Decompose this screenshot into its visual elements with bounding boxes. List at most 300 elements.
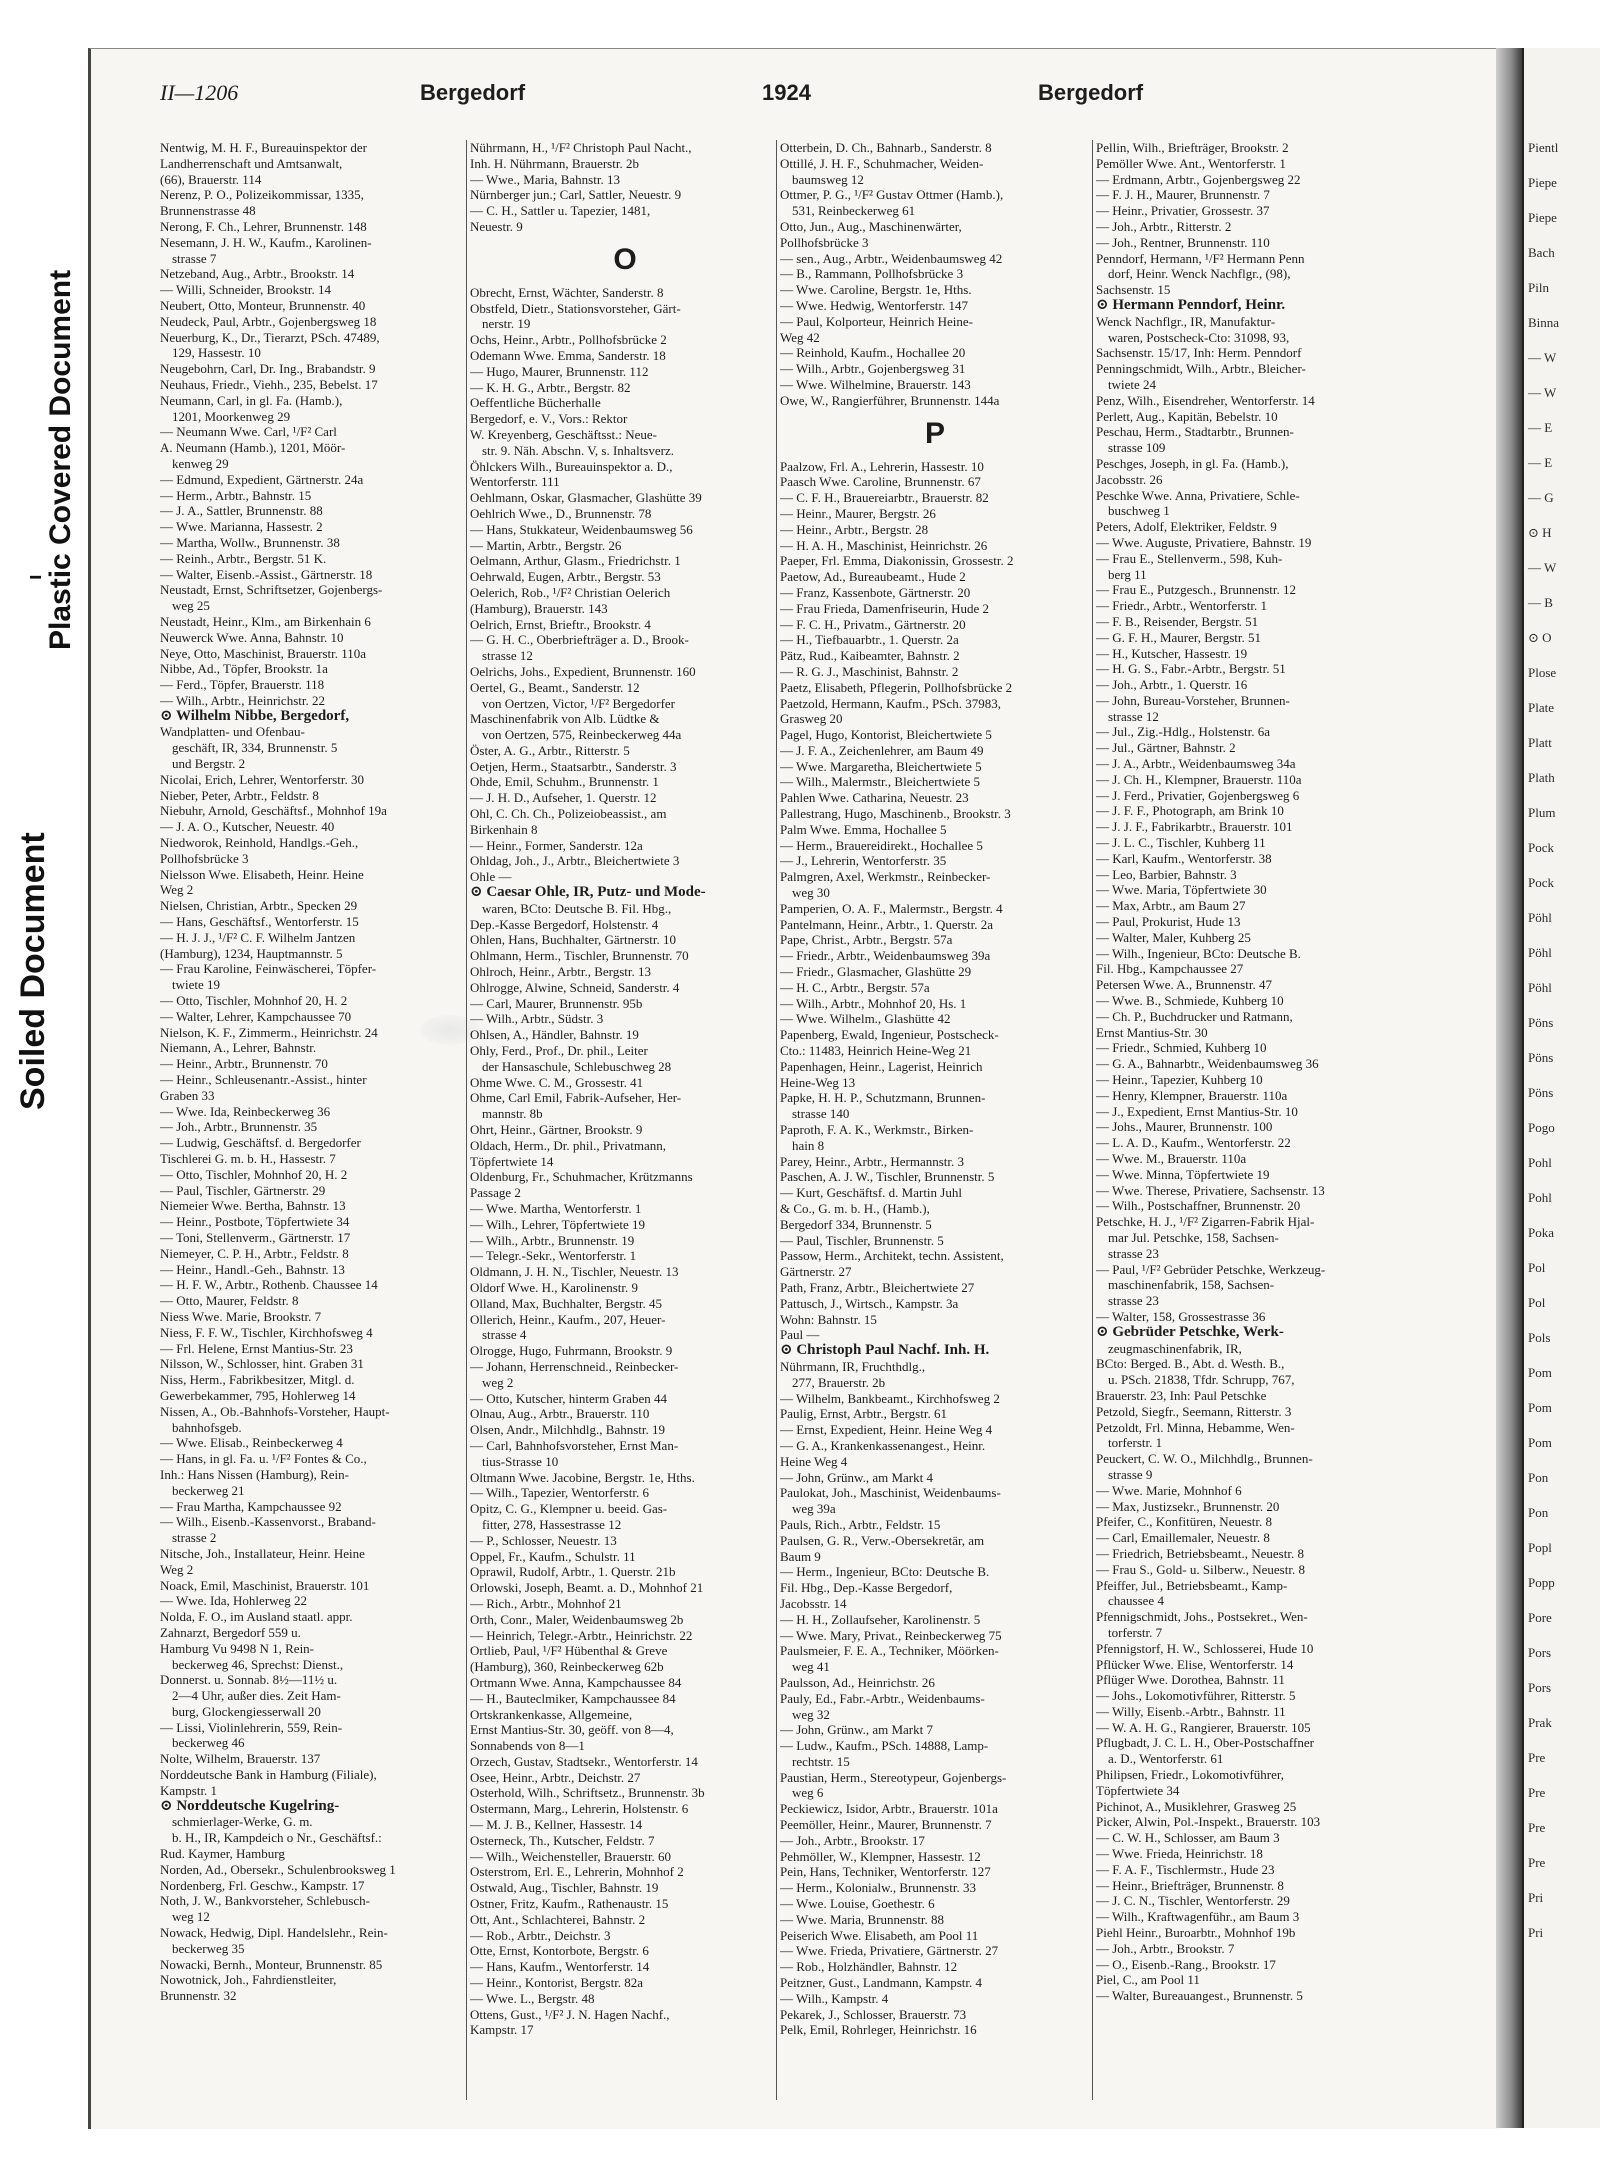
directory-entry: — Wilh., Tapezier, Wentorferstr. 6 bbox=[470, 1485, 649, 1501]
directory-entry: weg 12 bbox=[172, 1909, 210, 1925]
directory-entry: Paeper, Frl. Emma, Diakonissin, Grossestr. 2 bbox=[780, 553, 1014, 569]
directory-entry: — Wwe. Hedwig, Wentorferstr. 147 bbox=[780, 297, 969, 313]
directory-entry: Paulig, Ernst, Arbtr., Bergstr. 61 bbox=[780, 1406, 947, 1422]
directory-entry: Penningschmidt, Wilh., Arbtr., Bleicher- bbox=[1096, 361, 1306, 377]
directory-entry: Öster, A. G., Arbtr., Ritterstr. 5 bbox=[470, 742, 630, 758]
adjacent-page-fragment: Popl bbox=[1528, 1540, 1552, 1555]
directory-entry: Ohme, Carl Emil, Fabrik-Aufseher, Her- bbox=[470, 1090, 682, 1106]
directory-entry: Nolda, F. O., im Ausland staatl. appr. bbox=[160, 1609, 353, 1625]
adjacent-page-fragment: ⊙ H bbox=[1528, 525, 1552, 540]
directory-entry: 129, Hassestr. 10 bbox=[172, 345, 261, 361]
directory-entry: Niemann, A., Lehrer, Bahnstr. bbox=[160, 1040, 317, 1056]
directory-entry: Osterneck, Th., Kutscher, Feldstr. 7 bbox=[470, 1832, 655, 1848]
directory-entry: Sachsenstr. 15 bbox=[1096, 282, 1171, 298]
directory-entry: — Wilh., Ingenieur, BCto: Deutsche B. bbox=[1096, 945, 1301, 961]
directory-entry: Nentwig, M. H. F., Bureauinspektor der bbox=[160, 140, 367, 155]
directory-entry: Oelerich, Rob., ¹/F² Christian Oelerich bbox=[470, 584, 671, 600]
adjacent-page-fragment: Prak bbox=[1528, 1715, 1552, 1730]
directory-entry: Peschke Wwe. Anna, Privatiere, Schle- bbox=[1096, 487, 1300, 503]
directory-entry: — Kurt, Geschäftsf. d. Martin Juhl bbox=[780, 1185, 962, 1201]
directory-entry: — J. J. F., Fabrikarbtr., Brauerstr. 101 bbox=[1096, 819, 1293, 835]
directory-entry: Otte, Ernst, Kontorbote, Bergstr. 6 bbox=[470, 1943, 649, 1959]
directory-entry: Paulsen, G. R., Verw.-Obersekretär, am bbox=[780, 1532, 985, 1548]
adjacent-page-fragment: Pon bbox=[1528, 1470, 1549, 1485]
directory-entry: — J. C. N., Tischler, Wentorferstr. 29 bbox=[1096, 1893, 1290, 1909]
directory-entry: — Heinrich, Telegr.-Arbtr., Heinrichstr. 22 bbox=[470, 1627, 693, 1643]
directory-entry: Philipsen, Friedr., Lokomotivführer, bbox=[1096, 1767, 1284, 1783]
adjacent-page-fragment: Piln bbox=[1528, 280, 1549, 295]
directory-entry: Pantelmann, Heinr., Arbtr., 1. Querstr. 2a bbox=[780, 916, 994, 932]
directory-entry: Weg 42 bbox=[780, 329, 820, 345]
directory-entry: — Walter, Bureauangest., Brunnenstr. 5 bbox=[1096, 1988, 1303, 2004]
directory-entry: — Friedrich, Betriebsbeamt., Neuestr. 8 bbox=[1096, 1545, 1304, 1561]
directory-entry: Osterstrom, Erl. E., Lehrerin, Mohnhof 2 bbox=[470, 1864, 684, 1880]
directory-entry: Töpfertwiete 14 bbox=[470, 1153, 554, 1169]
directory-entry: — G. A., Krankenkassenangest., Heinr. bbox=[780, 1437, 986, 1453]
section-letter: P bbox=[924, 416, 945, 450]
directory-entry: — Wwe. Martha, Wentorferstr. 1 bbox=[470, 1201, 642, 1216]
directory-entry: Brunnenstr. 32 bbox=[160, 1988, 237, 2004]
directory-entry: hain 8 bbox=[792, 1137, 825, 1153]
directory-entry: — Otto, Tischler, Mohnhof 20, H. 2 bbox=[160, 1166, 348, 1182]
directory-entry: — Wwe. Margaretha, Bleichertwiete 5 bbox=[780, 758, 982, 774]
book-gutter bbox=[1496, 48, 1522, 2128]
directory-entry: Nolte, Wilhelm, Brauerstr. 137 bbox=[160, 1751, 321, 1767]
directory-entry: Peuckert, C. W. O., Milchhdlg., Brunnen- bbox=[1096, 1451, 1313, 1467]
directory-entry: Pattusch, J., Wirtsch., Kampstr. 3a bbox=[780, 1295, 959, 1311]
directory-entry: BCto: Berged. B., Abt. d. Westh. B., bbox=[1096, 1356, 1285, 1372]
directory-entry: Niemeier Wwe. Bertha, Bahnstr. 13 bbox=[160, 1198, 346, 1214]
directory-entry: Ortlieb, Paul, ¹/F² Hübenthal & Greve bbox=[470, 1643, 668, 1659]
directory-entry: Ostwald, Aug., Tischler, Bahnstr. 19 bbox=[470, 1880, 659, 1896]
directory-entry: — Wwe. Marianna, Hassestr. 2 bbox=[160, 519, 323, 535]
directory-entry: Neye, Otto, Maschinist, Brauerstr. 110a bbox=[160, 645, 367, 661]
directory-entry: Nowacki, Bernh., Monteur, Brunnenstr. 85 bbox=[160, 1956, 383, 1972]
directory-entry: Paalzow, Frl. A., Lehrerin, Hassestr. 10 bbox=[780, 458, 984, 474]
directory-entry: von Oertzen, Victor, ¹/F² Bergedorfer bbox=[482, 695, 676, 711]
directory-entry: 277, Brauerstr. 2b bbox=[792, 1374, 886, 1390]
directory-entry: — J. H. D., Aufseher, 1. Querstr. 12 bbox=[470, 790, 657, 806]
directory-entry: Peschges, Joseph, in gl. Fa. (Hamb.), bbox=[1096, 455, 1289, 471]
directory-entry: Oldorf Wwe. H., Karolinenstr. 9 bbox=[470, 1279, 639, 1295]
directory-entry: Neuerburg, K., Dr., Tierarzt, PSch. 47489, bbox=[160, 329, 380, 345]
directory-entry: Olland, Max, Buchhalter, Bergstr. 45 bbox=[470, 1295, 663, 1311]
directory-entry: Piehl Heinr., Buroarbtr., Mohnhof 19b bbox=[1096, 1925, 1296, 1941]
directory-entry: Nielsson Wwe. Elisabeth, Heinr. Heine bbox=[160, 866, 364, 882]
directory-entry: chaussee 4 bbox=[1108, 1593, 1164, 1609]
directory-entry: kenweg 29 bbox=[172, 455, 229, 471]
directory-entry: Töpfertwiete 34 bbox=[1096, 1782, 1180, 1798]
directory-entry: — Heinr., Maurer, Bergstr. 26 bbox=[780, 505, 936, 521]
directory-entry: Nowack, Hedwig, Dipl. Handelslehr., Rein- bbox=[160, 1925, 388, 1941]
directory-entry: (Hamburg), Brauerstr. 143 bbox=[470, 600, 608, 616]
adjacent-page-fragment: Plate bbox=[1528, 700, 1554, 715]
directory-entry: Nieber, Peter, Arbtr., Feldstr. 8 bbox=[160, 787, 319, 803]
directory-entry: (66), Brauerstr. 114 bbox=[160, 171, 262, 187]
directory-entry: Oelrich, Ernst, Brieftr., Brookstr. 4 bbox=[470, 616, 651, 632]
directory-entry: Oehlmann, Oskar, Glasmacher, Glashütte 39 bbox=[470, 490, 702, 506]
adjacent-page-fragment: Pom bbox=[1528, 1400, 1552, 1415]
directory-entry: Norddeutsche Bank in Hamburg (Filiale), bbox=[160, 1767, 377, 1783]
directory-entry: Ohlrogge, Alwine, Schneid, Sanderstr. 4 bbox=[470, 979, 680, 995]
directory-entry: Neuhaus, Friedr., Viehh., 235, Bebelst. 17 bbox=[160, 376, 378, 392]
directory-entry: beckerweg 46, Sprechst: Dienst., bbox=[172, 1656, 344, 1672]
directory-entry: Weg 2 bbox=[160, 1561, 194, 1577]
directory-entry: — Friedr., Arbtr., Wentorferstr. 1 bbox=[1096, 598, 1267, 614]
directory-entry: — C. W. H., Schlosser, am Baum 3 bbox=[1096, 1830, 1280, 1846]
directory-entry: — H., Kutscher, Hassestr. 19 bbox=[1096, 645, 1248, 661]
directory-entry: Paulsmeier, F. E. A., Techniker, Möörken- bbox=[780, 1643, 999, 1659]
directory-entry: Gärtnerstr. 27 bbox=[780, 1264, 852, 1280]
directory-entry: — Wwe., Maria, Bahnstr. 13 bbox=[470, 171, 620, 187]
directory-entry: Papenberg, Ewald, Ingenieur, Postscheck- bbox=[780, 1027, 999, 1043]
directory-entry: Pätz, Rud., Kaibeamter, Bahnstr. 2 bbox=[780, 648, 960, 664]
directory-entry: Orth, Conr., Maler, Weidenbaumsweg 2b bbox=[470, 1611, 684, 1627]
directory-entry: — Walter, Eisenb.-Assist., Gärtnerstr. 18 bbox=[160, 566, 373, 582]
directory-entry: — Wilh., Arbtr., Südstr. 3 bbox=[470, 1011, 604, 1027]
directory-entry: Oltmann Wwe. Jacobine, Bergstr. 1e, Hths. bbox=[470, 1469, 695, 1485]
directory-column-1 bbox=[160, 140, 470, 2100]
directory-entry: — F. J. H., Maurer, Brunnenstr. 7 bbox=[1096, 187, 1270, 203]
adjacent-page-fragment: — G bbox=[1528, 490, 1554, 505]
directory-entry: — Heinr., Handl.-Geh., Bahnstr. 13 bbox=[160, 1261, 345, 1277]
directory-entry: Niedworok, Reinhold, Handlgs.-Geh., bbox=[160, 835, 359, 851]
directory-entry: Peitzner, Gust., Landmann, Kampstr. 4 bbox=[780, 1975, 983, 1991]
directory-entry: strasse 12 bbox=[482, 648, 533, 664]
directory-entry: — H. G. S., Fabr.-Arbtr., Bergstr. 51 bbox=[1096, 661, 1286, 677]
directory-entry: — P., Schlosser, Neuestr. 13 bbox=[470, 1532, 617, 1548]
directory-entry: — Jul., Zig.-Hdlg., Holstenstr. 6a bbox=[1096, 724, 1271, 740]
directory-entry: Penz, Wilh., Eisendreher, Wentorferstr. 14 bbox=[1096, 392, 1315, 408]
directory-entry: rechtstr. 15 bbox=[792, 1753, 850, 1769]
directory-entry: — Friedr., Glasmacher, Glashütte 29 bbox=[780, 964, 972, 980]
directory-entry: Pehmöller, W., Klempner, Hassestr. 12 bbox=[780, 1848, 981, 1864]
directory-entry: strasse 9 bbox=[1108, 1466, 1153, 1482]
directory-entry: Brunnenstrasse 48 bbox=[160, 203, 256, 219]
adjacent-page-fragment: Pientl bbox=[1528, 140, 1559, 155]
directory-entry: strasse 2 bbox=[172, 1530, 217, 1546]
directory-entry: mar Jul. Petschke, 158, Sachsen- bbox=[1108, 1229, 1279, 1245]
directory-entry: — C. F. H., Brauereiarbtr., Brauerstr. 82 bbox=[780, 490, 989, 506]
directory-entry: — Johann, Herrenschneid., Reinbecker- bbox=[470, 1358, 679, 1374]
directory-entry: — Wwe. Therese, Privatiere, Sachsenstr. 13 bbox=[1096, 1182, 1325, 1198]
directory-entry: Jacobsstr. 26 bbox=[1096, 471, 1163, 487]
directory-entry: Nührmann, IR, Fruchthdlg., bbox=[780, 1358, 926, 1374]
directory-entry: b. H., IR, Kampdeich o Nr., Geschäftsf.: bbox=[172, 1830, 382, 1846]
directory-entry: — Walter, 158, Grossestrasse 36 bbox=[1096, 1308, 1266, 1324]
directory-entry: waren, BCto: Deutsche B. Fil. Hbg., bbox=[482, 900, 672, 916]
directory-entry: weg 25 bbox=[172, 598, 210, 614]
directory-entry: Ohly, Ferd., Prof., Dr. phil., Leiter bbox=[470, 1043, 648, 1059]
directory-entry: — J. A., Sattler, Brunnenstr. 88 bbox=[160, 503, 323, 519]
directory-entry: — Frau E., Putzgesch., Brunnenstr. 12 bbox=[1096, 582, 1297, 598]
business-listing: ⊙ Christoph Paul Nachf. Inh. H. bbox=[780, 1343, 990, 1359]
directory-entry: Ohlmann, Herm., Tischler, Brunnenstr. 70 bbox=[470, 948, 689, 964]
directory-entry: Donnerst. u. Sonnab. 8½—11½ u. bbox=[160, 1672, 338, 1688]
directory-entry: Wentorferstr. 111 bbox=[470, 474, 560, 490]
directory-entry: Oetjen, Herm., Staatsarbtr., Sanderstr. 3 bbox=[470, 758, 677, 774]
directory-entry: weg 6 bbox=[792, 1785, 824, 1801]
directory-entry: Fil. Hbg., Dep.-Kasse Bergedorf, bbox=[780, 1580, 953, 1596]
directory-entry: Nibbe, Ad., Töpfer, Brookstr. 1a bbox=[160, 661, 328, 677]
directory-entry: — Wilh., Arbtr., Brunnenstr. 19 bbox=[470, 1232, 635, 1248]
directory-entry: — Heinr., Arbtr., Bergstr. 28 bbox=[780, 521, 929, 537]
directory-entry: Picker, Alwin, Pol.-Inspekt., Brauerstr. 103 bbox=[1096, 1814, 1321, 1830]
adjacent-page-fragment: — W bbox=[1528, 560, 1557, 575]
directory-entry: — F. B., Reisender, Bergstr. 51 bbox=[1096, 613, 1259, 629]
directory-entry: Paschen, A. J. W., Tischler, Brunnenstr. 5 bbox=[780, 1169, 995, 1185]
directory-entry: Paulsson, Ad., Heinrichstr. 26 bbox=[780, 1674, 935, 1690]
directory-entry: Cto.: 11483, Heinrich Heine-Weg 21 bbox=[780, 1043, 972, 1059]
directory-entry: von Oertzen, 575, Reinbeckerweg 44a bbox=[482, 727, 682, 743]
directory-entry: — Friedr., Arbtr., Weidenbaumsweg 39a bbox=[780, 948, 991, 964]
directory-entry: — Heinr., Privatier, Grossestr. 37 bbox=[1096, 203, 1270, 219]
adjacent-page-fragment: Pre bbox=[1528, 1750, 1546, 1765]
directory-entry: Orzech, Gustav, Stadtsekr., Wentorferstr. 14 bbox=[470, 1753, 698, 1769]
directory-entry: Noth, J. W., Bankvorsteher, Schlebusch- bbox=[160, 1893, 370, 1909]
directory-entry: 531, Reinbeckerweg 61 bbox=[792, 203, 916, 219]
directory-entry: Paetzold, Hermann, Kaufm., PSch. 37983, bbox=[780, 695, 1001, 711]
directory-entry: — Joh., Rentner, Brunnenstr. 110 bbox=[1096, 234, 1270, 250]
directory-entry: Penndorf, Hermann, ¹/F² Hermann Penn bbox=[1096, 250, 1305, 266]
adjacent-page-fragment: Pöhl bbox=[1528, 945, 1552, 960]
directory-entry: — Heinr., Tapezier, Kuhberg 10 bbox=[1096, 1072, 1263, 1088]
directory-entry: buschweg 1 bbox=[1108, 503, 1170, 519]
directory-entry: — B., Rammann, Pollhofsbrücke 3 bbox=[780, 266, 964, 282]
directory-entry: — Wwe. Mary, Privat., Reinbeckerweg 75 bbox=[780, 1627, 1002, 1643]
directory-entry: waren, Postscheck-Cto: 31098, 93, bbox=[1108, 329, 1290, 345]
directory-entry: — Joh., Arbtr., Brookstr. 17 bbox=[780, 1832, 925, 1848]
directory-entry: Paproth, F. A. K., Werkmstr., Birken- bbox=[780, 1122, 974, 1138]
directory-entry: — Wwe. Maria, Brunnenstr. 88 bbox=[780, 1911, 945, 1927]
directory-entry: Peschau, Herm., Stadtarbtr., Brunnen- bbox=[1096, 424, 1294, 440]
directory-entry: — Joh., Arbtr., Brunnenstr. 35 bbox=[160, 1119, 318, 1135]
directory-entry: Netzeband, Aug., Arbtr., Brookstr. 14 bbox=[160, 266, 355, 282]
directory-entry: berg 11 bbox=[1108, 566, 1147, 582]
directory-entry: Oldmann, J. H. N., Tischler, Neuestr. 13 bbox=[470, 1264, 679, 1280]
directory-column-3 bbox=[780, 140, 1090, 2100]
directory-entry: Paul — bbox=[780, 1327, 820, 1343]
directory-entry: — Ludw., Kaufm., PSch. 14888, Lamp- bbox=[780, 1738, 989, 1754]
directory-entry: Pfennigstorf, H. W., Schlosserei, Hude 10 bbox=[1096, 1640, 1314, 1656]
directory-entry: & Co., G. m. b. H., (Hamb.), bbox=[780, 1201, 930, 1216]
directory-entry: Nicolai, Erich, Lehrer, Wentorferstr. 30 bbox=[160, 771, 364, 787]
directory-entry: Oelrichs, Johs., Expedient, Brunnenstr. 160 bbox=[470, 663, 696, 679]
adjacent-page-fragment: Bach bbox=[1528, 245, 1555, 260]
directory-entry: — Wwe. Wilhelm., Glashütte 42 bbox=[780, 1011, 951, 1027]
directory-entry: Pamperien, O. A. F., Malermstr., Bergstr. 4 bbox=[780, 900, 1003, 916]
directory-entry: — Johs., Maurer, Brunnenstr. 100 bbox=[1096, 1119, 1273, 1135]
directory-entry: Petschke, H. J., ¹/F² Zigarren-Fabrik Hjal- bbox=[1096, 1214, 1315, 1230]
directory-entry: Petzold, Siegfr., Seemann, Ritterstr. 3 bbox=[1096, 1403, 1292, 1419]
directory-entry: Hamburg Vu 9498 N 1, Rein- bbox=[160, 1640, 315, 1656]
directory-entry: Oehlrich Wwe., D., Brunnenstr. 78 bbox=[470, 505, 652, 521]
directory-entry: fitter, 278, Hassestrasse 12 bbox=[482, 1516, 622, 1532]
directory-entry: — Heinr., Schleusenantr.-Assist., hinter bbox=[160, 1072, 367, 1088]
directory-entry: — H. H., Zollaufseher, Karolinenstr. 5 bbox=[780, 1611, 981, 1627]
header-city-right: Bergedorf bbox=[1038, 80, 1144, 105]
directory-entry: Niess, F. F. W., Tischler, Kirchhofsweg 4 bbox=[160, 1324, 373, 1340]
directory-entry: — Wwe. Marie, Mohnhof 6 bbox=[1096, 1482, 1242, 1498]
directory-entry: torferstr. 7 bbox=[1108, 1624, 1163, 1640]
directory-entry: Landherrenschaft und Amtsanwalt, bbox=[160, 155, 343, 171]
directory-entry: Niemeyer, C. P. H., Arbtr., Feldstr. 8 bbox=[160, 1245, 349, 1261]
directory-entry: Paetz, Elisabeth, Pflegerin, Pollhofsbrücke 2 bbox=[780, 679, 1013, 695]
adjacent-page-fragment: — B bbox=[1528, 595, 1553, 610]
directory-entry: — John, Grünw., am Markt 7 bbox=[780, 1722, 933, 1738]
directory-entry: Pfennigschmidt, Johs., Postsekret., Wen- bbox=[1096, 1609, 1308, 1625]
directory-entry: Pein, Hans, Techniker, Wentorferstr. 127 bbox=[780, 1864, 991, 1880]
adjacent-page-fragment: Pol bbox=[1528, 1295, 1546, 1310]
directory-entry: 1201, Moorkenweg 29 bbox=[172, 408, 291, 424]
directory-entry: Path, Franz, Arbtr., Bleichertwiete 27 bbox=[780, 1279, 975, 1295]
directory-entry: Nowotnick, Joh., Fahrdienstleiter, bbox=[160, 1972, 337, 1988]
directory-entry: Ott, Ant., Schlachterei, Bahnstr. 2 bbox=[470, 1911, 646, 1927]
directory-entry: Owe, W., Rangierführer, Brunnenstr. 144a bbox=[780, 392, 1000, 408]
directory-entry: Oertel, G., Beamt., Sanderstr. 12 bbox=[470, 679, 640, 695]
directory-entry: Petzoldt, Frl. Minna, Hebamme, Wen- bbox=[1096, 1419, 1295, 1435]
directory-entry: — Joh., Arbtr., Ritterstr. 2 bbox=[1096, 218, 1232, 234]
directory-entry: strasse 4 bbox=[482, 1327, 527, 1343]
adjacent-page-fragment: Pom bbox=[1528, 1365, 1552, 1380]
directory-entry: — Heinr., Postbote, Töpfertwiete 34 bbox=[160, 1214, 350, 1230]
directory-entry: twiete 19 bbox=[172, 977, 221, 993]
adjacent-page-fragment: Pri bbox=[1528, 1890, 1544, 1905]
directory-entry: — Martin, Arbtr., Bergstr. 26 bbox=[470, 537, 622, 553]
directory-entry: Ottens, Gust., ¹/F² J. N. Hagen Nachf., bbox=[470, 2006, 670, 2022]
directory-entry: Ohlen, Hans, Buchhalter, Gärtnerstr. 10 bbox=[470, 932, 676, 948]
directory-entry: — Erdmann, Arbtr., Gojenbergsweg 22 bbox=[1096, 171, 1301, 187]
directory-entry: Ottmer, P. G., ¹/F² Gustav Ottmer (Hamb.), bbox=[780, 187, 1004, 203]
directory-entry: Orlowski, Joseph, Beamt. a. D., Mohnhof 21 bbox=[470, 1580, 704, 1596]
directory-entry: Otterbein, D. Ch., Bahnarb., Sanderstr. 8 bbox=[780, 140, 992, 155]
directory-entry: Nielson, K. F., Zimmerm., Heinrichstr. 24 bbox=[160, 1024, 378, 1040]
directory-entry: — H., Tiefbauarbtr., 1. Querstr. 2a bbox=[780, 632, 959, 648]
directory-entry: Peemöller, Heinr., Maurer, Brunnenstr. 7 bbox=[780, 1817, 992, 1833]
directory-entry: Papenhagen, Heinr., Lagerist, Heinrich bbox=[780, 1058, 983, 1074]
directory-entry: — Ferd., Töpfer, Brauerstr. 118 bbox=[160, 677, 325, 693]
directory-entry: (Hamburg), 1234, Hauptmannstr. 5 bbox=[160, 945, 343, 961]
adjacent-page-fragment: Pri bbox=[1528, 1925, 1544, 1940]
directory-entry: nerstr. 19 bbox=[482, 316, 531, 332]
directory-entry: — Walter, Maler, Kuhberg 25 bbox=[1096, 929, 1251, 945]
directory-entry: — H. F. W., Arbtr., Rothenb. Chaussee 14 bbox=[160, 1277, 378, 1293]
directory-entry: Jacobsstr. 14 bbox=[780, 1595, 847, 1611]
directory-entry: — Wwe. B., Schmiede, Kuhberg 10 bbox=[1096, 993, 1284, 1009]
directory-entry: Noack, Emil, Maschinist, Brauerstr. 101 bbox=[160, 1577, 370, 1593]
adjacent-page-fragment: Pon bbox=[1528, 1505, 1549, 1520]
directory-entry: — Wilh., Eisenb.-Kassenvorst., Braband- bbox=[160, 1514, 376, 1530]
directory-entry: Norden, Ad., Obersekr., Schulenbrooksweg 1 bbox=[160, 1861, 396, 1877]
directory-entry: Paasch Wwe. Caroline, Brunnenstr. 67 bbox=[780, 474, 981, 490]
adjacent-page-fragment: — W bbox=[1528, 385, 1557, 400]
adjacent-page-fragment: Pohl bbox=[1528, 1190, 1552, 1205]
adjacent-page-fragment: Pock bbox=[1528, 840, 1554, 855]
directory-entry: — J. Ferd., Privatier, Gojenbergsweg 6 bbox=[1096, 787, 1300, 803]
directory-entry: Bergedorf 334, Brunnenstr. 5 bbox=[780, 1216, 932, 1232]
directory-entry: Nührmann, H., ¹/F² Christoph Paul Nacht., bbox=[470, 140, 692, 155]
directory-entry: (Hamburg), 360, Reinbeckerweg 62b bbox=[470, 1659, 664, 1675]
directory-entry: — W. A. H. G., Rangierer, Brauerstr. 105 bbox=[1096, 1719, 1311, 1735]
directory-entry: Nilsson, W., Schlosser, hint. Graben 31 bbox=[160, 1356, 364, 1372]
adjacent-page-fragment: Pöns bbox=[1528, 1050, 1554, 1065]
directory-entry: baumsweg 12 bbox=[792, 171, 864, 187]
directory-entry: Neudeck, Paul, Arbtr., Gojenbergsweg 18 bbox=[160, 313, 377, 329]
directory-entry: Pallestrang, Hugo, Maschinenb., Brookstr. 3 bbox=[780, 806, 1011, 822]
directory-entry: Weg 2 bbox=[160, 882, 194, 898]
directory-entry: — sen., Aug., Arbtr., Weidenbaumsweg 42 bbox=[780, 250, 1003, 266]
adjacent-page-fragment: Pre bbox=[1528, 1820, 1546, 1835]
directory-entry: strasse 12 bbox=[1108, 708, 1159, 724]
directory-entry: weg 30 bbox=[792, 885, 830, 901]
directory-entry: dorf, Heinr. Wenck Nachflgr., (98), bbox=[1108, 266, 1291, 282]
directory-column-2 bbox=[470, 140, 780, 2100]
adjacent-page-fragment: Popp bbox=[1528, 1575, 1555, 1590]
directory-entry: weg 41 bbox=[792, 1659, 830, 1675]
directory-entry: — Telegr.-Sekr., Wentorferstr. 1 bbox=[470, 1248, 637, 1264]
directory-entry: Gewerbekammer, 795, Hohlerweg 14 bbox=[160, 1387, 356, 1403]
directory-entry: Tischlerei G. m. b. H., Hassestr. 7 bbox=[160, 1151, 336, 1166]
directory-entry: — Carl, Bahnhofsvorsteher, Ernst Man- bbox=[470, 1437, 679, 1453]
directory-entry: Osee, Heinr., Arbtr., Deichstr. 27 bbox=[470, 1769, 641, 1785]
directory-entry: — H., Bauteclmiker, Kampchaussee 84 bbox=[470, 1690, 676, 1706]
directory-entry: Ottillé, J. H. F., Schuhmacher, Weiden- bbox=[780, 155, 984, 171]
directory-entry: — Wilh., Kampstr. 4 bbox=[780, 1990, 889, 2006]
directory-entry: Olnau, Aug., Arbtr., Brauerstr. 110 bbox=[470, 1406, 650, 1422]
directory-entry: Ohl, C. Ch. Ch., Polizeiobeassist., am bbox=[470, 806, 667, 822]
directory-entry: — Walter, Lehrer, Kampchaussee 70 bbox=[160, 1008, 352, 1024]
directory-entry: weg 2 bbox=[482, 1374, 514, 1390]
sidebar-mark: ı bbox=[24, 574, 46, 580]
directory-entry: — Heinr., Briefträger, Brunnenstr. 8 bbox=[1096, 1877, 1284, 1893]
directory-entry: Brauerstr. 23, Inh: Paul Petschke bbox=[1096, 1387, 1267, 1403]
directory-entry: Opitz, C. G., Klempner u. beeid. Gas- bbox=[470, 1501, 668, 1517]
adjacent-page-fragment: Poka bbox=[1528, 1225, 1554, 1240]
directory-entry: Niss, Herm., Fabrikbesitzer, Mitgl. d. bbox=[160, 1372, 355, 1388]
directory-entry: — Wwe. Ida, Hohlerweg 22 bbox=[160, 1593, 308, 1609]
directory-entry: — Paul, Tischler, Brunnenstr. 5 bbox=[780, 1232, 944, 1248]
directory-entry: Nissen, A., Ob.-Bahnhofs-Vorsteher, Haupt- bbox=[160, 1403, 390, 1419]
directory-entry: — Reinhold, Kaufm., Hochallee 20 bbox=[780, 345, 966, 361]
directory-entry: — Wwe. Wilhelmine, Brauerstr. 143 bbox=[780, 376, 971, 392]
directory-entry: — Franz, Kassenbote, Gärtnerstr. 20 bbox=[780, 584, 971, 600]
directory-entry: — Ch. P., Buchdrucker und Ratmann, bbox=[1096, 1008, 1293, 1024]
directory-entry: Kampstr. 17 bbox=[470, 2022, 534, 2038]
adjacent-page-fragment: Pols bbox=[1528, 1330, 1551, 1345]
directory-entry: — Ludwig, Geschäftsf. d. Bergedorfer bbox=[160, 1135, 361, 1151]
directory-entry: Peters, Adolf, Elektriker, Feldstr. 9 bbox=[1096, 519, 1277, 535]
adjacent-page-fragment: Pöhl bbox=[1528, 980, 1552, 995]
directory-entry: — Hans, in gl. Fa. u. ¹/F² Fontes & Co., bbox=[160, 1451, 367, 1467]
plastic-covered-label: Plastic Covered Document bbox=[44, 269, 77, 650]
directory-entry: Neuestr. 9 bbox=[470, 218, 523, 234]
adjacent-page-fragment: Pogo bbox=[1528, 1120, 1555, 1135]
directory-entry: Öhlckers Wilh., Bureauinspektor a. D., bbox=[470, 458, 673, 474]
directory-entry: — Wwe. Auguste, Privatiere, Bahnstr. 19 bbox=[1096, 534, 1312, 550]
adjacent-page-fragment: Pöns bbox=[1528, 1085, 1554, 1100]
directory-entry: — K. H. G., Arbtr., Bergstr. 82 bbox=[470, 379, 631, 395]
directory-entry: — J. A. O., Kutscher, Neuestr. 40 bbox=[160, 819, 335, 835]
directory-entry: Perlett, Aug., Kapitän, Bebelstr. 10 bbox=[1096, 408, 1278, 424]
directory-entry: — H. J. J., ¹/F² C. F. Wilhelm Jantzen bbox=[160, 929, 356, 945]
directory-entry: — Wwe. Frieda, Heinrichstr. 18 bbox=[1096, 1846, 1263, 1862]
directory-entry: Pflüger Wwe. Dorothea, Bahnstr. 11 bbox=[1096, 1672, 1285, 1688]
directory-entry: — Max, Arbtr., am Baum 27 bbox=[1096, 898, 1246, 914]
directory-entry: Pichinot, A., Musiklehrer, Grasweg 25 bbox=[1096, 1798, 1297, 1814]
directory-entry: Ollerich, Heinr., Kaufm., 207, Heuer- bbox=[470, 1311, 666, 1327]
directory-entry: — G. H. C., Oberbriefträger a. D., Brook- bbox=[470, 632, 689, 648]
directory-entry: — J. L. C., Tischler, Kuhberg 11 bbox=[1096, 835, 1266, 851]
